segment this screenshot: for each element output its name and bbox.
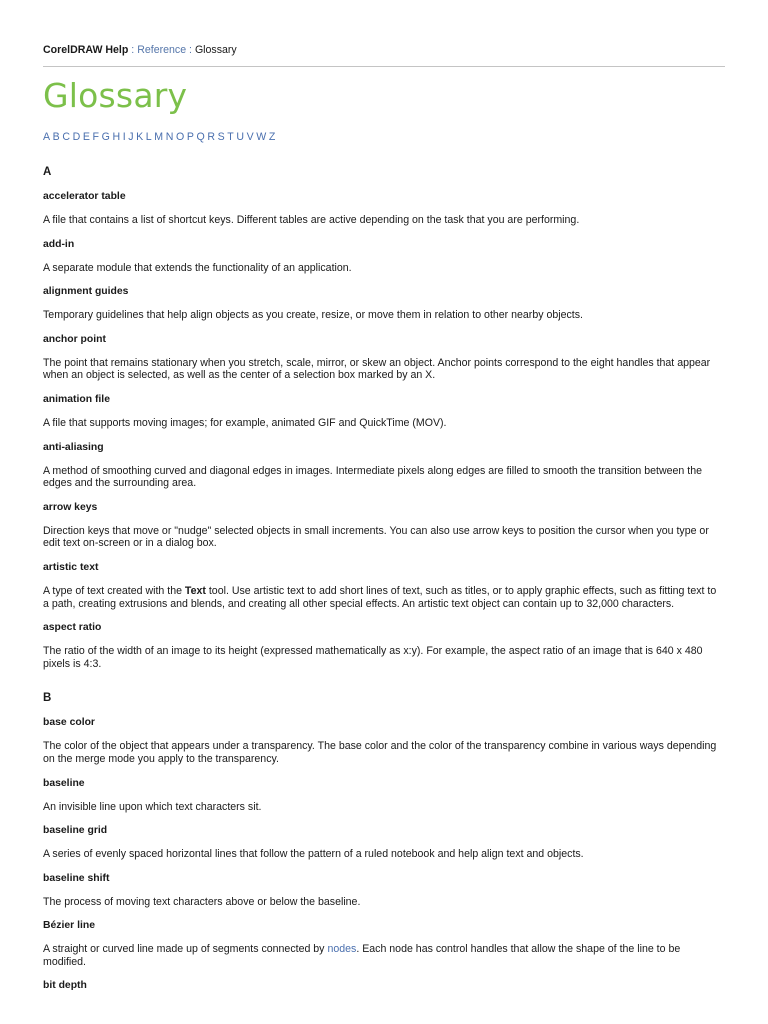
breadcrumb-separator: : [128,44,138,56]
definition-text: A type of text created with the [43,584,185,597]
glossary-term: aspect ratio [43,622,102,634]
letter-link-r[interactable]: R [207,131,215,143]
letter-link-f[interactable]: F [92,131,99,143]
glossary-term: base color [43,717,95,729]
glossary-definition: The ratio of the width of an image to its height (expressed mathematically as x:y). For example, the aspect ratio of an image that is 640 x 480 pixels is 4:3. [43,645,703,670]
glossary-definition: Direction keys that move or "nudge" selected objects in small increments. You can also use arrow keys to position the cursor when you type or edit text on-screen or in a dialog box. [43,524,709,550]
page-title: Glossary [43,76,188,115]
letter-link-o[interactable]: O [175,131,185,143]
section-heading-b: B [43,692,52,705]
letter-link-d[interactable]: D [72,131,81,143]
letter-link-k[interactable]: K [136,131,144,143]
letter-link-w[interactable]: W [256,131,267,143]
glossary-definition [43,943,725,968]
glossary-term: bit depth [43,980,87,992]
letter-link-v[interactable]: V [246,131,254,143]
definition-text: A straight or curved line made up of segments connected by [43,943,328,956]
definition-text: tool. Use artistic text to add short lines of text, such as titles, or to apply graphic effects, such as fitting text to a path, creating extrusions and blends, and creating all other special effects. An artistic text object can contain up to 32,000 characters. [43,584,717,610]
definition-tool-name: Text [184,584,206,597]
letter-link-z[interactable]: Z [268,131,276,143]
letter-link-m[interactable]: M [154,131,164,143]
glossary-definition: The process of moving text characters above or below the baseline. [43,895,361,908]
header-divider [43,66,725,67]
glossary-definition: A method of smoothing curved and diagonal edges in images. Intermediate pixels along edges are filled to smooth the transition between the edges and the surrounding area. [43,464,702,490]
glossary-definition: A separate module that extends the functionality of an application. [43,261,352,274]
letter-link-u[interactable]: U [236,131,244,143]
letter-link-c[interactable]: C [62,131,70,143]
letter-link-j[interactable]: J [128,131,134,143]
letter-link-n[interactable]: N [165,131,174,143]
breadcrumb-link-reference[interactable]: Reference [137,44,187,56]
glossary-sections [43,165,725,992]
letter-link-p[interactable]: P [186,131,194,143]
glossary-term: anti-aliasing [43,441,104,453]
letter-link-h[interactable]: H [112,131,121,143]
glossary-definition: A file that supports moving images; for example, animated GIF and QuickTime (MOV). [43,416,447,429]
letter-link-g[interactable]: G [101,131,110,143]
glossary-term: alignment guides [43,286,129,298]
definition-text: . Each node has control handles that allow the shape of the line to be modified. [43,943,681,968]
letter-link-i[interactable]: I [122,131,126,143]
glossary-definition [43,585,725,610]
glossary-definition: An invisible line upon which text characters sit. [43,800,262,813]
alphabet-index [43,130,725,144]
definition-link-nodes[interactable]: nodes [327,943,357,956]
breadcrumb-current: Glossary [194,44,237,56]
letter-link-e[interactable]: E [82,131,90,143]
glossary-term: anchor point [43,333,106,345]
letter-link-s[interactable]: S [217,131,225,143]
glossary-list [43,190,725,670]
letter-link-t[interactable]: T [227,131,234,143]
glossary-term: arrow keys [43,501,98,513]
breadcrumb [43,0,725,59]
glossary-term: accelerator table [43,191,126,202]
glossary-term: animation file [43,393,110,405]
glossary-definition: The point that remains stationary when you stretch, scale, mirror, or skew an object. Anchor points correspond to the eight handles that appear when an object is selected, as well as the center of a selection box marked by an X. [43,356,711,382]
glossary-term: Bézier line [43,920,95,932]
glossary-term: baseline [43,777,85,789]
breadcrumb-root: CorelDRAW Help [43,44,129,56]
glossary-definition: A file that contains a list of shortcut keys. Different tables are active depending on the task that you are performing. [43,214,580,226]
section-heading-a: A [43,166,52,178]
glossary-list [43,716,725,992]
glossary-term: add-in [43,238,75,250]
glossary-term: artistic text [43,561,99,573]
letter-link-a[interactable]: A [43,131,51,143]
letter-link-q[interactable]: Q [196,131,205,143]
glossary-definition: The color of the object that appears under a transparency. The base color and the color of the transparency combine in various ways depending on the merge mode you apply to the transparency. [43,740,717,765]
letter-link-b[interactable]: B [52,131,60,143]
breadcrumb-separator: : [186,44,195,56]
glossary-term: baseline grid [43,825,108,837]
glossary-term: baseline shift [43,872,110,884]
letter-link-l[interactable]: L [145,131,152,143]
glossary-definition: A series of evenly spaced horizontal lines that follow the pattern of a ruled notebook and help align text and objects. [43,848,584,861]
glossary-definition: Temporary guidelines that help align objects as you create, resize, or move them in relation to other nearby objects. [43,309,583,322]
